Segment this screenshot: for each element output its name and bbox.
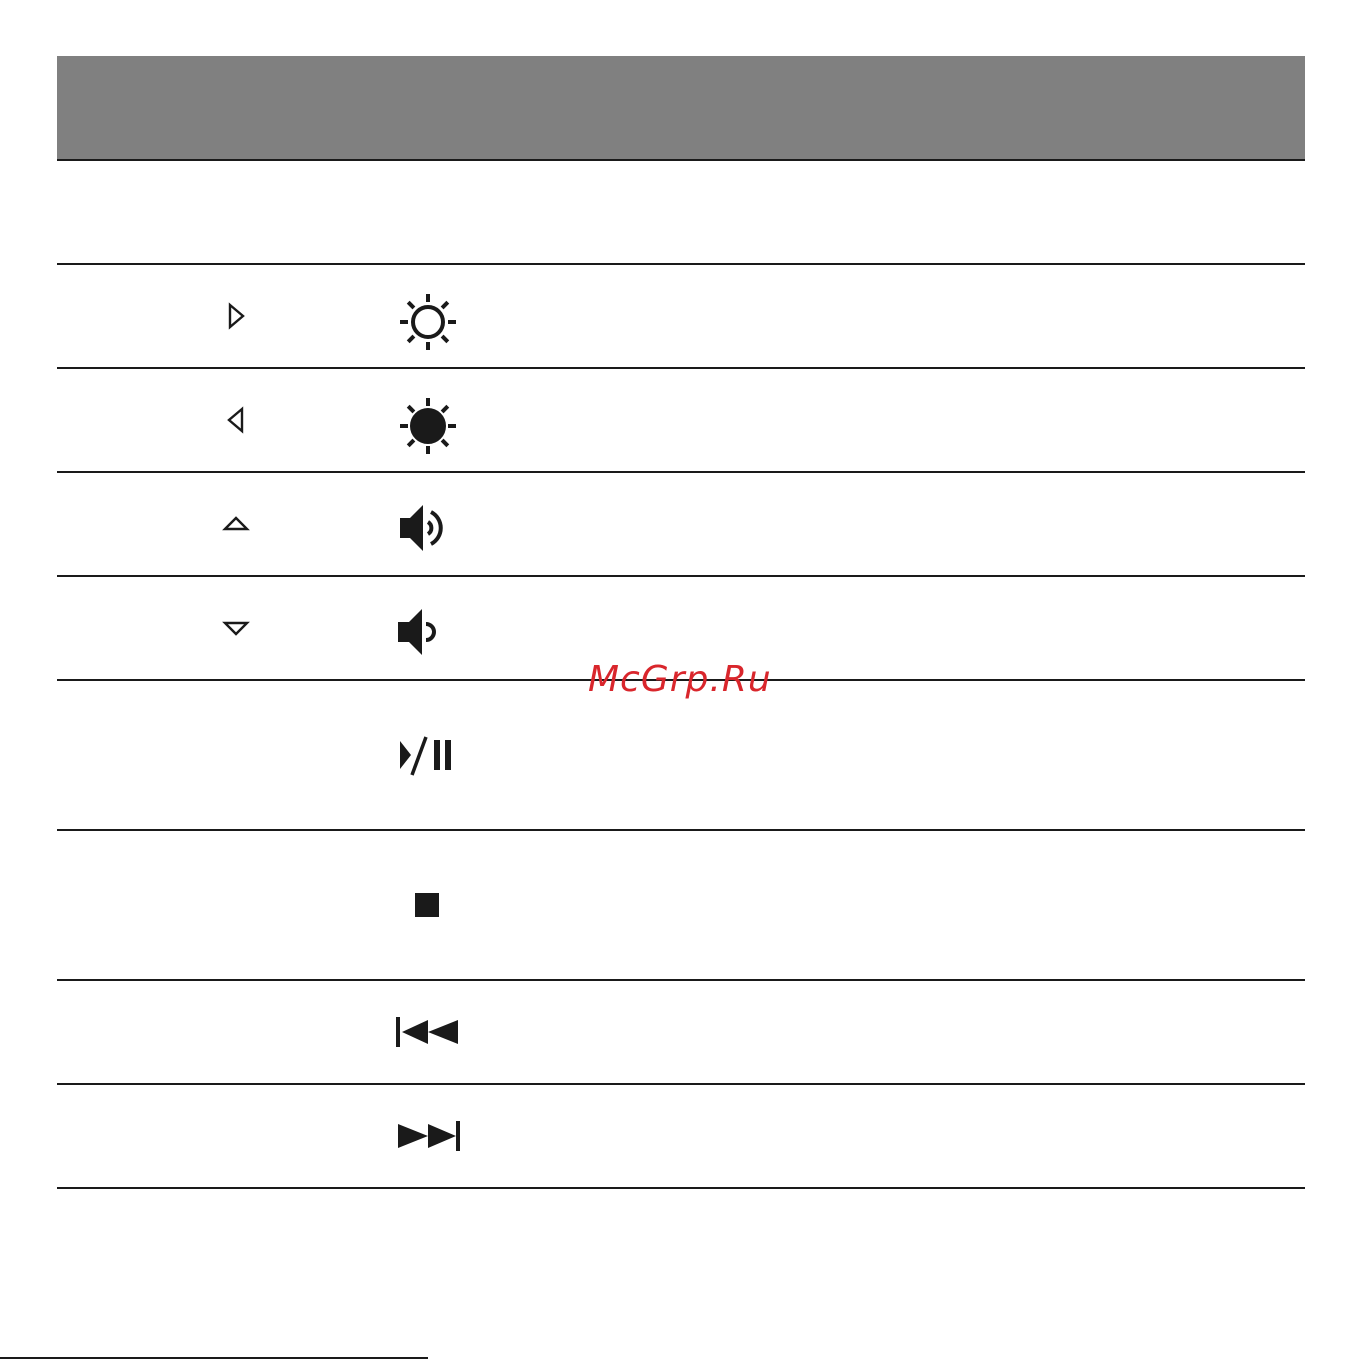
table-row — [57, 681, 1305, 831]
brightness-down-icon — [390, 382, 466, 458]
next-track-icon — [390, 1098, 466, 1174]
table-row — [57, 265, 1305, 369]
triangle-down-outline-icon — [221, 613, 251, 643]
hotkey-table — [57, 56, 1305, 1189]
previous-track-icon — [390, 994, 466, 1070]
triangle-right-outline-icon — [221, 301, 251, 331]
play-pause-icon — [390, 717, 466, 793]
triangle-left-outline-icon — [221, 405, 251, 435]
triangle-up-outline-icon — [221, 509, 251, 539]
footer-rule — [0, 1357, 428, 1359]
table-row — [57, 473, 1305, 577]
table-row — [57, 161, 1305, 265]
watermark-text: McGrp.Ru — [588, 659, 772, 700]
stop-icon — [390, 867, 466, 943]
brightness-up-icon — [390, 278, 466, 354]
table-row — [57, 1085, 1305, 1189]
table-row — [57, 831, 1305, 981]
volume-up-icon — [390, 486, 466, 562]
volume-down-icon — [390, 590, 466, 666]
table-header — [57, 56, 1305, 161]
table-row — [57, 981, 1305, 1085]
table-row — [57, 369, 1305, 473]
